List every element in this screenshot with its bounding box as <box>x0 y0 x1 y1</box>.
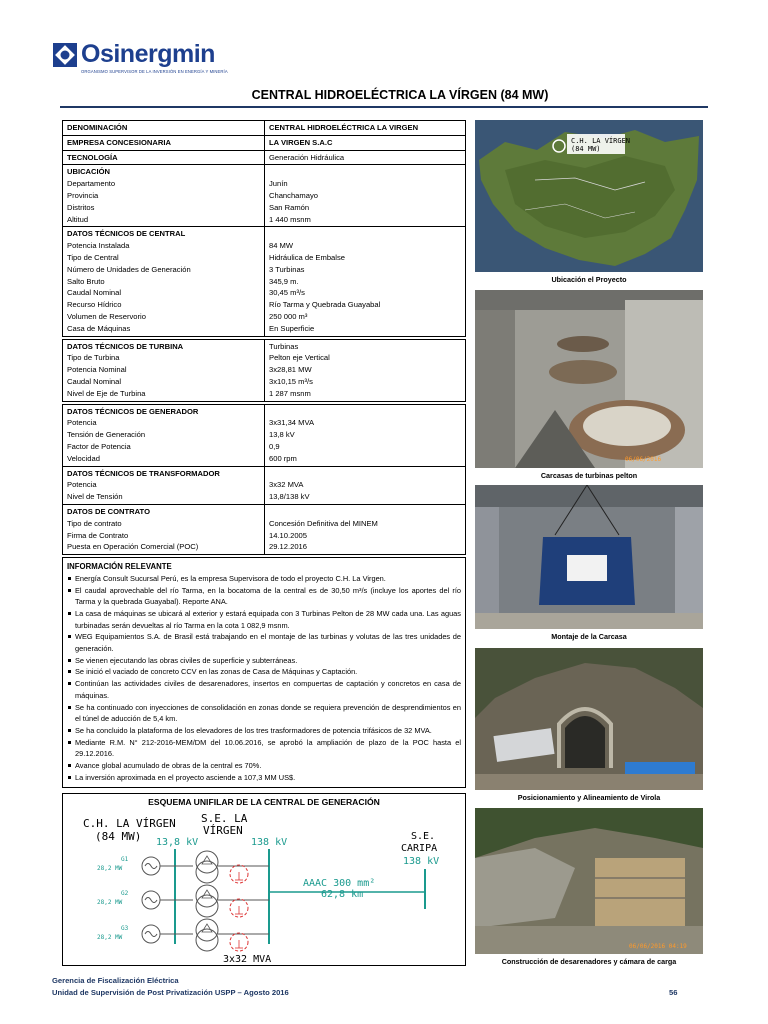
row-value: Concesión Definitiva del MINEM <box>269 518 378 528</box>
logo-name: Osinergmin <box>81 40 215 68</box>
photo-location-map <box>475 120 703 284</box>
row-label: Potencia <box>67 480 97 490</box>
row-label: Firma de Contrato <box>67 530 129 540</box>
photo-caption: Construcción de desarenadores y cámara de carga <box>501 957 677 966</box>
section-title: DATOS TÉCNICOS DE CENTRAL <box>67 229 186 239</box>
row-value: 1 440 msnm <box>269 214 311 224</box>
row-value: 84 MW <box>269 241 294 251</box>
row-value: 345,9 m. <box>269 276 299 286</box>
row-value: LA VIRGEN S.A.C <box>269 137 333 147</box>
map-image <box>475 120 703 272</box>
photo-desander-construction <box>475 808 703 966</box>
row-value: 30,45 m³/s <box>269 288 305 298</box>
row-label: Potencia Instalada <box>67 241 130 251</box>
title-divider <box>60 106 708 108</box>
photo-turbine-casings <box>475 290 703 480</box>
kv-gen-label: 13,8 kV <box>156 837 199 848</box>
page-title: CENTRAL HIDROELÉCTRICA LA VÍRGEN (84 MW) <box>251 88 549 102</box>
gen-mw: 28,2 MW <box>97 934 123 941</box>
ch-mw-label: (84 MW) <box>95 830 142 843</box>
row-value: 29.12.2016 <box>269 542 308 552</box>
row-label: Nivel de Tensión <box>67 492 123 502</box>
virola-positioning-image <box>475 648 703 790</box>
osinergmin-emblem-icon <box>52 42 78 68</box>
row-value: En Superficie <box>269 323 315 333</box>
schema-title: ESQUEMA UNIFILAR DE LA CENTRAL DE GENERACIÓN <box>148 797 380 807</box>
row-value: 3 Turbinas <box>269 264 305 274</box>
row-label: Número de Unidades de Generación <box>67 264 191 274</box>
row-label: DENOMINACIÓN <box>67 123 128 132</box>
photo-caption: Montaje de la Carcasa <box>551 632 627 641</box>
turbine-casings-image <box>475 290 703 468</box>
info-item: La inversión aproximada en el proyecto asciende a 107,3 MM US$. <box>67 772 461 784</box>
row-value: 3x28,81 MW <box>269 365 312 375</box>
line-length-label: 62,8 km <box>321 889 364 900</box>
row-label: Potencia <box>67 418 97 428</box>
table-row <box>62 136 466 151</box>
photo-casing-assembly <box>475 485 703 641</box>
row-value: CENTRAL HIDROELÉCTRICA LA VIRGEN <box>269 123 419 132</box>
info-item: Mediante R.M. N° 212-2016-MEM/DM del 10.06.2016, se aprobó la ampliación de plazo de la POC hasta el 29.12.2016. <box>67 737 461 760</box>
se-label: S.E. LA <box>201 812 248 825</box>
ubicacion-section <box>62 165 466 227</box>
transformer-rating-label: 3x32 MVA <box>223 954 272 965</box>
transformer-icon <box>196 919 218 941</box>
map-label-mw: (84 MW) <box>571 145 601 153</box>
row-label: Distritos <box>67 202 95 212</box>
row-label: Volumen de Reservorio <box>67 311 146 321</box>
row-label: Tipo de contrato <box>67 518 122 528</box>
row-value: Chanchamayo <box>269 190 318 200</box>
map-label: C.H. LA VÍRGEN <box>571 137 631 145</box>
section-title: DATOS TÉCNICOS DE TURBINA <box>67 341 184 351</box>
row-label: Velocidad <box>67 453 100 463</box>
gen-mw: 28,2 MW <box>97 865 123 872</box>
row-label: Tipo de Turbina <box>67 353 120 363</box>
gen-mw: 28,2 MW <box>97 899 123 906</box>
row-label: Tensión de Generación <box>67 430 146 440</box>
section-title: DATOS TÉCNICOS DE GENERADOR <box>67 406 199 416</box>
table-row <box>62 120 466 136</box>
row-value: Generación Hidráulica <box>269 152 345 162</box>
row-value: 0,9 <box>269 441 280 451</box>
info-item: WEG Equipamientos S.A. de Brasil está trabajando en el montaje de las turbinas y volutas de las tres unidades de generación. <box>67 631 461 654</box>
row-value: 1 287 msnm <box>269 388 311 398</box>
turbina-section <box>62 339 466 402</box>
info-item: Continúan las actividades civiles de desarenadores, insertos en compuertas de captación y concretos en casa de máquinas. <box>67 678 461 701</box>
diagram-svg <box>63 794 465 966</box>
transformer-icon <box>196 851 218 873</box>
central-section <box>62 227 466 336</box>
row-value: Río Tarma y Quebrada Guayabal <box>269 300 381 310</box>
row-label: TECNOLOGÍA <box>67 152 118 162</box>
gen-name: G1 <box>121 856 129 863</box>
row-label: Departamento <box>67 179 116 189</box>
row-label: Puesta en Operación Comercial (POC) <box>67 542 199 552</box>
info-item: El caudal aprovechable del río Tarma, en la bocatoma de la central es de 30,50 m³/s (incluye los aportes del río Tarma y la quebrada Guayabal). Reporte ANA. <box>67 585 461 608</box>
info-item: Energía Consult Sucursal Perú, es la empresa Supervisora de todo el proyecto C.H. La Virgen. <box>67 573 461 585</box>
row-label: Caudal Nominal <box>67 288 122 298</box>
table-row <box>62 151 466 166</box>
transformador-section <box>62 467 466 505</box>
caripa-kv-label: 138 kV <box>403 856 440 867</box>
caripa-name-label: CARIPA <box>401 843 438 854</box>
row-value: 250 000 m³ <box>269 311 308 321</box>
transformer-icon <box>196 885 218 907</box>
row-label: Nivel de Eje de Turbina <box>67 388 146 398</box>
section-title: DATOS TÉCNICOS DE TRANSFORMADOR <box>67 468 220 478</box>
generator-unit-1 <box>142 851 269 883</box>
photo-caption: Posicionamiento y Alineamiento de Virola <box>517 793 661 802</box>
section-title: DATOS DE CONTRATO <box>67 506 150 516</box>
ch-label: C.H. LA VÍRGEN <box>83 817 176 830</box>
desander-construction-image <box>475 808 703 954</box>
row-value: 13,8/138 kV <box>269 492 310 502</box>
gen-name: G3 <box>121 925 129 932</box>
se-name-label: VÍRGEN <box>203 824 243 837</box>
photo-timestamp: 06/06/2016 <box>625 456 662 463</box>
section-title: UBICACIÓN <box>67 167 111 177</box>
row-label: Casa de Máquinas <box>67 323 131 333</box>
footer-unit: Unidad de Supervisión de Post Privatización USPP – Agosto 2016 <box>52 988 289 997</box>
photo-caption: Ubicación el Proyecto <box>551 275 627 284</box>
logo-tagline: ORGANISMO SUPERVISOR DE LA INVERSIÓN EN ENERGÍA Y MINERÍA <box>81 69 228 74</box>
row-value: 3x10,15 m³/s <box>269 376 313 386</box>
row-value: 600 rpm <box>269 453 297 463</box>
row-value: 13,8 kV <box>269 430 295 440</box>
row-value: 14.10.2005 <box>269 530 308 540</box>
row-label: Recurso Hídrico <box>67 300 122 310</box>
informacion-relevante <box>62 557 466 788</box>
row-value: 3x31,34 MVA <box>269 418 315 428</box>
row-value: San Ramón <box>269 202 310 212</box>
info-title: INFORMACIÓN RELEVANTE <box>67 562 172 572</box>
row-label: Factor de Potencia <box>67 441 131 451</box>
caripa-label: S.E. <box>411 831 436 842</box>
generator-unit-3 <box>142 919 269 951</box>
row-label: Potencia Nominal <box>67 365 127 375</box>
photo-caption: Carcasas de turbinas pelton <box>540 471 638 480</box>
kv-hv-label: 138 kV <box>251 837 288 848</box>
generator-unit-2 <box>142 885 269 917</box>
photo-timestamp: 06/06/2016 04:19 <box>629 943 687 950</box>
row-value: Pelton eje Vertical <box>269 353 330 363</box>
info-item: Se ha concluido la plataforma de los elevadores de los tres trasformadores de potencia trifásicos de 32 MVA. <box>67 725 461 737</box>
data-table <box>62 120 466 788</box>
single-line-diagram <box>62 793 466 966</box>
casing-assembly-image <box>475 485 703 629</box>
osinergmin-logo <box>52 38 292 78</box>
row-label: Altitud <box>67 214 89 224</box>
row-value: Junín <box>269 179 288 189</box>
row-label: Provincia <box>67 190 99 200</box>
row-value: Hidráulica de Embalse <box>269 252 345 262</box>
gen-name: G2 <box>121 890 129 897</box>
line-spec-label: AAAC 300 mm² <box>303 878 376 889</box>
row-label: Caudal Nominal <box>67 376 122 386</box>
row-label: Tipo de Central <box>67 252 119 262</box>
section-value: Turbinas <box>269 341 299 351</box>
page-number: 56 <box>669 988 678 997</box>
info-item: Se vienen ejecutando las obras civiles de superficie y subterráneas. <box>67 655 461 667</box>
info-item: Avance global acumulado de obras de la central es 70%. <box>67 760 461 772</box>
row-value: 3x32 MVA <box>269 480 304 490</box>
row-label: Salto Bruto <box>67 276 105 286</box>
footer-department: Gerencia de Fiscalización Eléctrica <box>52 976 179 985</box>
photo-virola-positioning <box>475 648 703 802</box>
info-item: Se inició el vaciado de concreto CCV en las zonas de Casa de Máquinas y Captación. <box>67 666 461 678</box>
row-label: EMPRESA CONCESIONARIA <box>67 137 171 147</box>
generador-section <box>62 404 466 467</box>
contrato-section <box>62 505 466 555</box>
info-item: La casa de máquinas se ubicará al exterior y estará equipada con 3 Turbinas Pelton de 28 MW cada una. Las aguas turbinadas serán devueltas al río Tarma en la cota 1 082,9 msnm. <box>67 608 461 631</box>
info-item: Se ha continuado con inyecciones de consolidación en zonas donde se requiera prevención de desprendimientos en el túnel de aducción de 5,4 km. <box>67 702 461 725</box>
